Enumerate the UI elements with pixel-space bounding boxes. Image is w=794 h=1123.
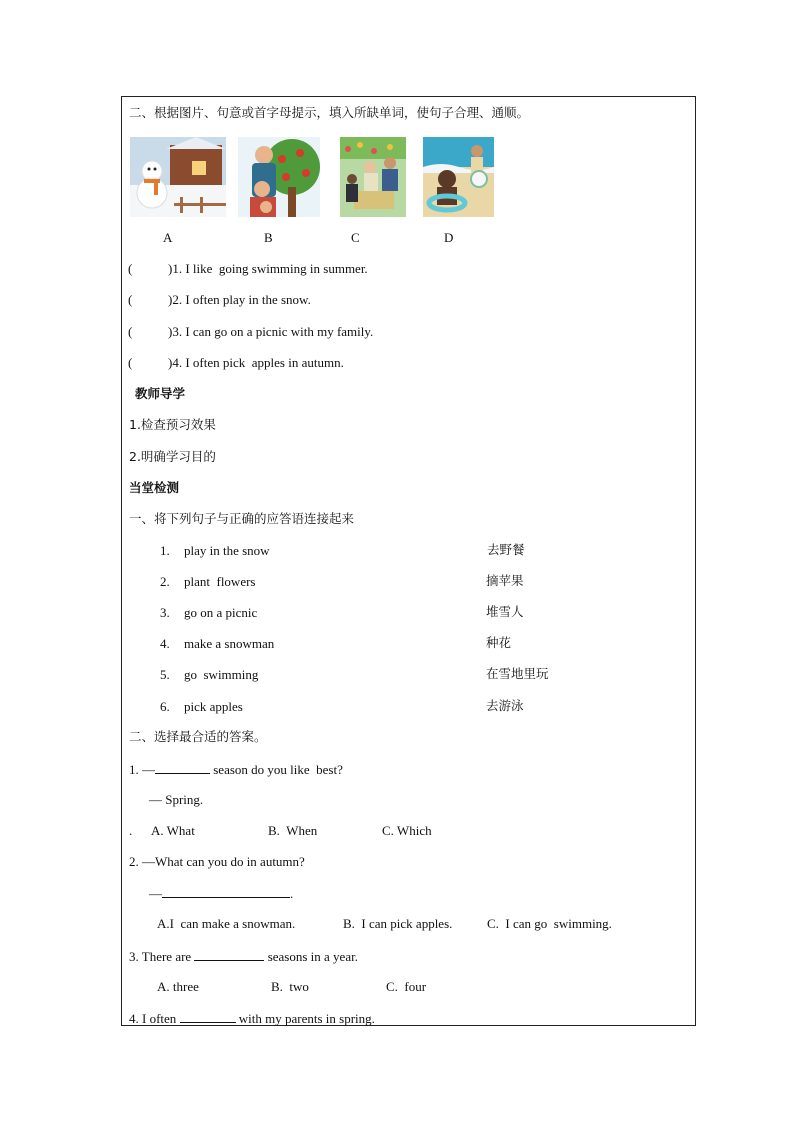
- q2-dash: —: [149, 886, 162, 901]
- q1-question: [129, 761, 343, 778]
- q1-option-b: B. When: [268, 823, 318, 838]
- picture-picnic: [340, 137, 406, 217]
- q3-question: [129, 948, 358, 965]
- picture-snowman: [130, 137, 226, 217]
- q3-option-b: B. two: [271, 979, 309, 994]
- answer-paren-4: (: [128, 355, 133, 370]
- check-heading: 当堂检测: [129, 480, 180, 495]
- fill-item-1: )1. I like going swimming in summer.: [168, 261, 368, 276]
- q1-answer: — Spring.: [149, 792, 204, 807]
- match-right-3: 堆雪人: [486, 604, 524, 619]
- q3-blank: [194, 948, 264, 961]
- teacher-line-2: 2.明确学习目的: [129, 449, 216, 464]
- q2-option-a: A.I can make a snowman.: [157, 916, 296, 931]
- part1-heading: 一、将下列句子与正确的应答语连接起来: [129, 511, 355, 526]
- q4-blank: [180, 1010, 236, 1023]
- q3-post: seasons in a year.: [264, 949, 358, 964]
- part2-heading: 二、选择最合适的答案。: [129, 729, 267, 744]
- q2-option-b: B. I can pick apples.: [343, 916, 453, 931]
- match-num-1: 1.: [160, 543, 170, 558]
- match-right-2: 摘苹果: [486, 573, 524, 588]
- fill-item-2: )2. I often play in the snow.: [168, 292, 311, 307]
- teacher-line-1: 1.检查预习效果: [129, 417, 216, 432]
- q2-question: 2. —What can you do in autumn?: [129, 854, 305, 869]
- picture-label-b: B: [264, 230, 273, 245]
- match-num-3: 3.: [160, 605, 170, 620]
- match-num-2: 2.: [160, 574, 170, 589]
- match-num-4: 4.: [160, 636, 170, 651]
- picture-label-a: A: [163, 230, 173, 245]
- q1-option-a: A. What: [151, 823, 195, 838]
- picture-beach-swimming: [423, 137, 494, 217]
- match-right-6: 去游泳: [486, 698, 524, 713]
- q2-option-c: C. I can go swimming.: [487, 916, 612, 931]
- match-left-4: make a snowman: [184, 636, 275, 651]
- match-right-1: 去野餐: [487, 542, 525, 557]
- match-right-5: 在雪地里玩: [486, 666, 549, 681]
- picture-label-d: D: [444, 230, 454, 245]
- match-left-6: pick apples: [184, 699, 243, 714]
- q2-answer-line: [149, 885, 293, 902]
- q2-blank: [162, 885, 290, 898]
- q1-dot: .: [129, 823, 133, 838]
- picture-label-c: C: [351, 230, 360, 245]
- q1-post: season do you like best?: [210, 762, 343, 777]
- match-num-6: 6.: [160, 699, 170, 714]
- fill-item-4: )4. I often pick apples in autumn.: [168, 355, 344, 370]
- match-left-5: go swimming: [184, 667, 259, 682]
- q4-pre: 4. I often: [129, 1011, 180, 1026]
- fill-item-3: )3. I can go on a picnic with my family.: [168, 324, 374, 339]
- match-left-1: play in the snow: [184, 543, 270, 558]
- teacher-heading: 教师导学: [135, 386, 186, 401]
- answer-paren-3: (: [128, 324, 133, 339]
- q2-end: .: [290, 886, 294, 901]
- q4-post: with my parents in spring.: [235, 1011, 375, 1026]
- answer-paren-1: (: [128, 261, 133, 276]
- q1-blank: [155, 761, 210, 774]
- match-left-2: plant flowers: [184, 574, 256, 589]
- picture-apple-picking: [238, 137, 320, 217]
- q1-option-c: C. Which: [382, 823, 432, 838]
- match-num-5: 5.: [160, 667, 170, 682]
- match-left-3: go on a picnic: [184, 605, 258, 620]
- q4-question: [129, 1010, 375, 1027]
- match-right-4: 种花: [486, 635, 512, 650]
- section1-heading: 二、根据图片、句意或首字母提示，填入所缺单词，使句子合理、通顺。: [129, 105, 530, 120]
- q3-option-a: A. three: [157, 979, 199, 994]
- q3-pre: 3. There are: [129, 949, 195, 964]
- q3-option-c: C. four: [386, 979, 427, 994]
- answer-paren-2: (: [128, 292, 133, 307]
- q1-pre: 1. —: [129, 762, 155, 777]
